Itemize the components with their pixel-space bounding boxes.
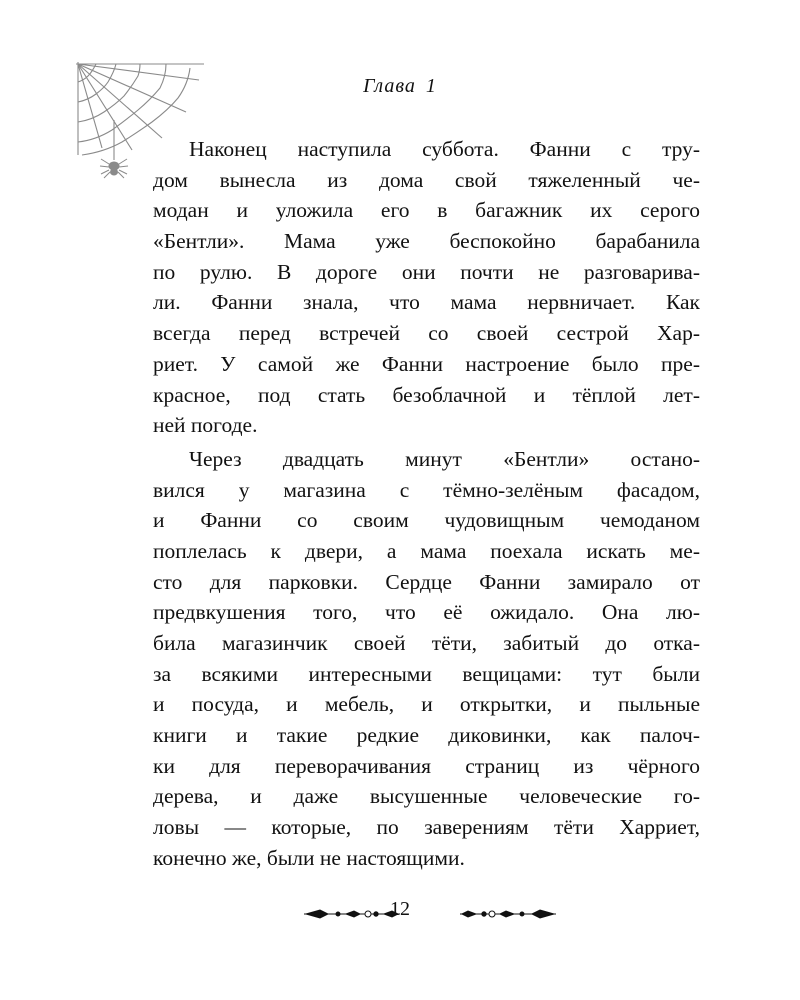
text-line: Через двадцать минут «Бентли» остано- — [189, 446, 700, 471]
text-line: «Бентли». Мама уже беспокойно барабанила — [153, 229, 700, 254]
text-line: по рулю. В дороге они почти не разговарива- — [153, 259, 700, 284]
text-line: за всякими интересными вещицами: тут были — [153, 661, 700, 686]
text-line: красное, под стать безоблачной и тёплой лет- — [153, 382, 700, 407]
paragraph-2 — [153, 444, 700, 874]
ornament-right-icon — [458, 907, 558, 921]
chapter-number: 1 — [425, 75, 437, 97]
text-line: поплелась к двери, а мама поехала искать ме- — [153, 538, 700, 563]
page-number: 12 — [390, 898, 410, 920]
text-line: дерева, и даже высушенные человеческие го- — [153, 784, 700, 809]
text-line: ки для переворачивания страниц из чёрного — [153, 753, 700, 778]
text-line: ловы — которые, по заверениям тёти Харриет, — [153, 815, 700, 840]
text-line: и посуда, и мебель, и открытки, и пыльные — [153, 692, 700, 717]
text-line: всегда перед встречей со своей сестрой Хар- — [153, 321, 700, 346]
text-line: Наконец наступила суббота. Фанни с тру- — [189, 137, 700, 161]
text-line: дом вынесла из дома свой тяжеленный че- — [153, 167, 700, 192]
chapter-word: Глава — [363, 75, 416, 97]
text-line: ли. Фанни знала, что мама нервничает. Как — [153, 290, 700, 315]
text-line: книги и такие редкие диковинки, как палоч- — [153, 723, 700, 748]
paragraph-1 — [153, 134, 700, 441]
text-line: била магазинчик своей тёти, забитый до отка- — [153, 631, 700, 655]
text-line: риет. У самой же Фанни настроение было пре- — [153, 351, 700, 376]
text-line: сто для парковки. Сердце Фанни замирало от — [153, 569, 700, 594]
text-line: предвкушения того, что её ожидало. Она лю- — [153, 600, 700, 625]
chapter-heading — [0, 75, 800, 98]
text-line: конечно же, были не настоящими. — [153, 845, 465, 870]
text-line: ней погоде. — [153, 413, 258, 438]
body-text — [153, 134, 700, 874]
text-line: модан и уложила его в багажник их серого — [153, 198, 700, 223]
text-line: вился у магазина с тёмно-зелёным фасадом, — [153, 477, 700, 502]
text-line: и Фанни со своим чудовищным чемоданом — [153, 508, 700, 533]
